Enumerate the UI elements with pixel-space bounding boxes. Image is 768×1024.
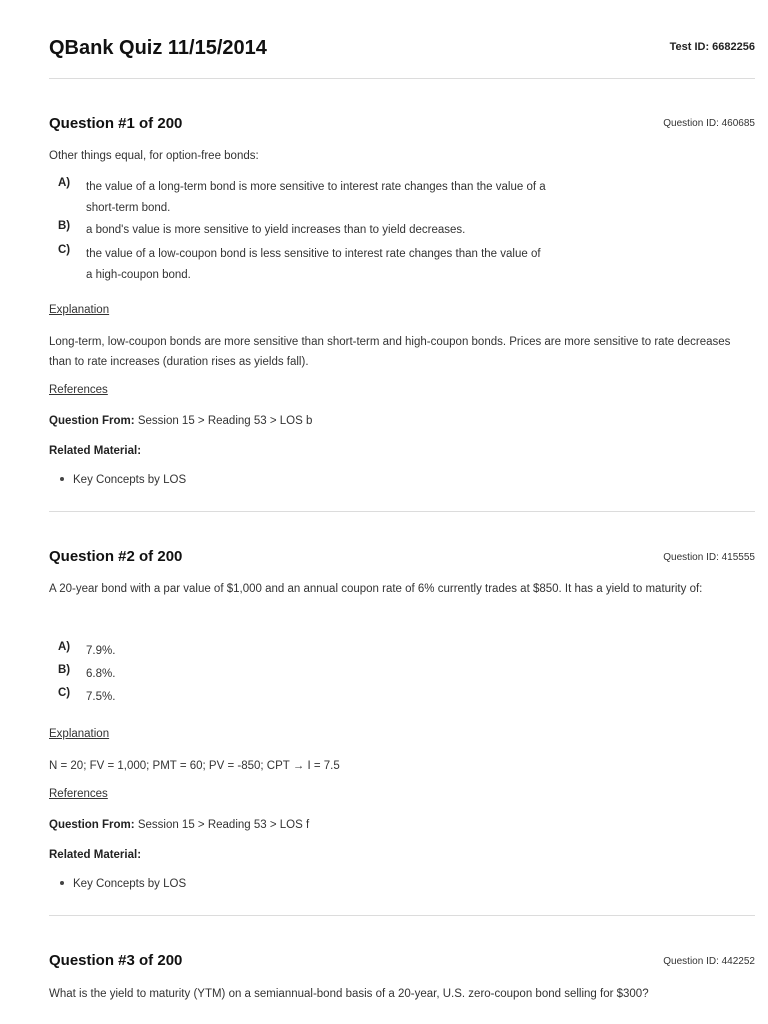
related-material-label: Related Material: <box>49 445 142 457</box>
question-id: Question ID: 415555 <box>663 552 755 563</box>
option-letter: B) <box>58 664 71 676</box>
references-heading[interactable]: References <box>49 384 108 396</box>
answer-option-c[interactable] <box>58 687 558 708</box>
question-heading: Question #2 of 200 <box>49 548 183 565</box>
question-prompt: What is the yield to maturity (YTM) on a semiannual-bond basis of a 20-year, U.S. zero-coupon bond selling for $300? <box>49 988 649 1000</box>
explanation-heading[interactable]: Explanation <box>49 304 110 316</box>
question-from <box>49 815 309 835</box>
answer-option-a[interactable] <box>58 177 558 219</box>
question-heading: Question #1 of 200 <box>49 115 183 132</box>
bullet-icon <box>60 477 64 481</box>
option-text: the value of a low-coupon bond is less sensitive to interest rate changes than the value of a high-coupon bond. <box>86 248 541 281</box>
question-divider <box>49 511 755 512</box>
question-prompt: A 20-year bond with a par value of $1,000 and an annual coupon rate of 6% currently trades at $850. It has a yield to maturity of: <box>49 583 703 595</box>
explanation-text: N = 20; FV = 1,000; PMT = 60; PV = -850; CPT → I = 7.5 <box>49 760 340 772</box>
option-text: 7.5%. <box>86 691 116 703</box>
option-text: a bond's value is more sensitive to yield increases than to yield decreases. <box>86 224 466 236</box>
related-material-label: Related Material: <box>49 849 142 861</box>
question-id: Question ID: 460685 <box>663 118 755 129</box>
answer-option-b[interactable] <box>58 220 558 241</box>
references-heading[interactable]: References <box>49 788 108 800</box>
related-material-item[interactable] <box>60 878 186 890</box>
answer-option-a[interactable] <box>58 641 558 662</box>
question-prompt: Other things equal, for option-free bonds: <box>49 150 259 162</box>
option-text: the value of a long-term bond is more sensitive to interest rate changes than the value of a short-term bond. <box>86 181 546 214</box>
option-letter: C) <box>58 687 71 699</box>
option-letter: A) <box>58 177 71 189</box>
option-letter: A) <box>58 641 71 653</box>
answer-option-b[interactable] <box>58 664 558 685</box>
related-material-link[interactable]: Key Concepts by LOS <box>73 878 187 890</box>
option-text: 6.8%. <box>86 668 116 680</box>
answer-option-c[interactable] <box>58 244 558 286</box>
option-text: 7.9%. <box>86 645 116 657</box>
question-heading: Question #3 of 200 <box>49 952 183 969</box>
question-from-value: Session 15 > Reading 53 > LOS b <box>137 415 313 427</box>
question-from-label: Question From: <box>49 415 135 427</box>
page-title: QBank Quiz 11/15/2014 <box>49 37 267 59</box>
explanation-heading[interactable]: Explanation <box>49 728 110 740</box>
question-divider <box>49 915 755 916</box>
option-letter: C) <box>58 244 71 256</box>
question-from-label: Question From: <box>49 819 135 831</box>
question-from-value: Session 15 > Reading 53 > LOS f <box>137 819 310 831</box>
question-from <box>49 411 312 431</box>
question-id: Question ID: 442252 <box>663 956 755 967</box>
related-material-link[interactable]: Key Concepts by LOS <box>73 474 187 486</box>
bullet-icon <box>60 881 64 885</box>
test-id: Test ID: 6682256 <box>669 41 755 53</box>
option-letter: B) <box>58 220 71 232</box>
explanation-text: Long-term, low-coupon bonds are more sensitive than short-term and high-coupon bonds. Prices are more sensitive to rate decreases than to rate increases (duration rises as yields fall). <box>49 336 731 368</box>
related-material-item[interactable] <box>60 474 186 486</box>
header-divider <box>49 78 755 79</box>
